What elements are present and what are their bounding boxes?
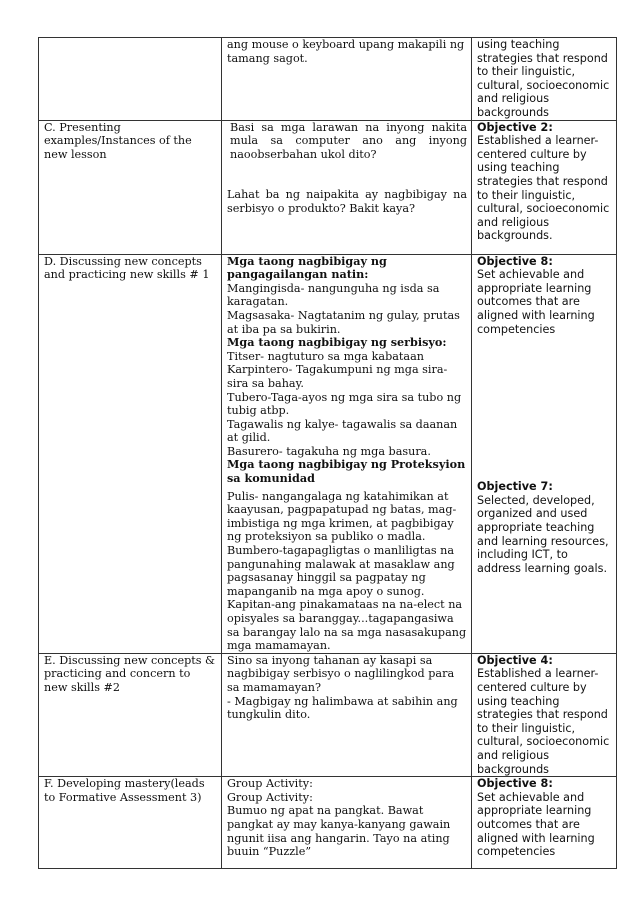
procedure-heading: Mga taong nagbibigay ng Proteksyion sa komunidad (227, 457, 466, 486)
procedure-cell (222, 254, 472, 653)
procedure-item: Karpintero- Tagakumpuni ng mga sira-sira sa bahay. (227, 363, 448, 390)
table-row (39, 254, 617, 653)
procedure-item: Mangingisda- nangunguha ng isda sa karagatan. (227, 281, 440, 309)
table-row (39, 653, 617, 776)
procedure-text: Sino sa inyong tahanan ay kasapi sa nagbibigay serbisyo o naglilingkod para sa mamamayan? (227, 653, 455, 694)
procedure-item: Pulis- nangangalaga ng katahimikan at kaayusan, pagpapatupad ng batas, mag-imbistiga ng mga krimen, at pagbibigay ng proteksiyon sa publiko o madla. (227, 489, 457, 544)
objective-cell (472, 120, 617, 254)
table-row (39, 120, 617, 254)
procedure-item: Tubero-Taga-ayos ng mga sira sa tubo ng tubig atbp. (227, 390, 462, 418)
procedure-item: Bumbero-tagapagligtas o manliligtas na pangunahing malawak at masaklaw ang pagsasanay hinggil sa pagpatay ng mapanganib na mga apoy o sunog. (227, 544, 455, 598)
procedure-item: Magsasaka- Nagtatanim ng gulay, prutas at iba pa sa bukirin. (227, 308, 460, 336)
objective-text: using teaching strategies that respond to their linguistic, cultural, socioeconomic and religious backgrounds (477, 38, 610, 119)
objective-cell (472, 254, 617, 653)
procedure-cell (222, 653, 472, 776)
section-cell: F. Developing mastery(leads to Formative Assessment 3) (39, 777, 222, 869)
section-cell: C. Presenting examples/Instances of the new lesson (39, 120, 222, 254)
procedure-text: ang mouse o keyboard upang makapili ng tamang sagot. (227, 38, 465, 65)
objective-cell (472, 38, 617, 121)
objective-title: Objective 8: (477, 777, 553, 791)
objective-cell (472, 653, 617, 776)
objective-text: Established a learner-centered culture by using teaching strategies that respond to their linguistic, cultural, socioeconomic and religious backgrounds. (477, 134, 610, 243)
objective-cell (472, 777, 617, 869)
procedure-text: Bumuo ng apat na pangkat. Bawat pangkat ay may kanya-kanyang gawain ngunit iisa ang hangarin. Tayo na ating buuin “Puzzle” (227, 804, 451, 859)
procedure-text: - Magbigay ng halimbawa at sabihin ang tungkulin dito. (227, 694, 458, 722)
table-row (39, 38, 617, 121)
section-cell (39, 38, 222, 121)
objective-title: Objective 4: (477, 653, 553, 667)
procedure-text: Basi sa mga larawan na inyong nakita mula sa computer ano ang inyong naoobserbahan ukol dito? (230, 120, 467, 161)
objective-text: Set achievable and appropriate learning outcomes that are aligned with learning competencies (477, 790, 595, 859)
table-row (39, 777, 617, 869)
section-cell: E. Discussing new concepts & practicing and concern to new skills #2 (39, 653, 222, 776)
section-cell: D. Discussing new concepts and practicing new skills # 1 (39, 254, 222, 653)
procedure-text: Lahat ba ng naipakita ay nagbibigay na serbisyo o produkto? Bakit kaya? (227, 188, 467, 215)
procedure-item: Basurero- tagakuha ng mga basura. (227, 444, 431, 458)
lesson-plan-table (38, 37, 617, 869)
objective-title: Objective 8: (477, 254, 553, 268)
procedure-heading: Mga taong nagbibigay ng serbisyo: (227, 335, 447, 350)
objective-text: Selected, developed, organized and used appropriate teaching and learning resources, including ICT, to address learning goals. (477, 493, 609, 575)
objective-text: Set achievable and appropriate learning outcomes that are aligned with learning competencies (477, 268, 595, 336)
objective-title: Objective 2: (477, 120, 553, 134)
procedure-text: Group Activity: (227, 790, 313, 804)
procedure-item: Titser- nagtuturo sa mga kabataan (227, 349, 424, 363)
procedure-cell (222, 120, 472, 254)
procedure-cell (222, 777, 472, 869)
procedure-item: Tagawalis ng kalye- tagawalis sa daanan at gilid. (227, 417, 458, 445)
objective-title: Objective 7: (477, 480, 553, 494)
procedure-cell (222, 38, 472, 121)
procedure-item: Kapitan-ang pinakamataas na na-elect na opisyales sa baranggay...tagapangasiwa sa barangay lalo na sa mga nasasakupang mga mamamayan. (227, 598, 467, 653)
procedure-text: Group Activity: (227, 777, 313, 791)
procedure-heading: Mga taong nagbibigay ng pangagailangan natin: (227, 253, 387, 282)
objective-text: Established a learner-centered culture by using teaching strategies that respond to their linguistic, cultural, socioeconomic and religious backgrounds (477, 667, 610, 776)
